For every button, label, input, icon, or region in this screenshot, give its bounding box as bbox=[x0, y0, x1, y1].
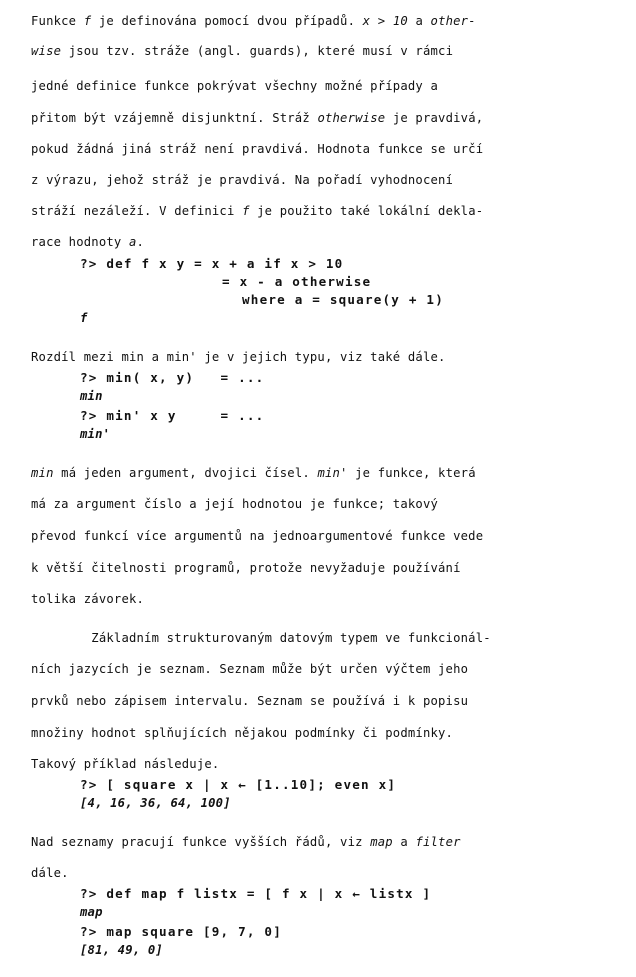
text-segment: Základním strukturovaným datovým typem ve funkcionál- bbox=[31, 631, 491, 645]
text-segment: a bbox=[407, 14, 431, 28]
text-segment: množiny hodnot splňujících nějakou podmínky či podmínky. bbox=[31, 726, 454, 740]
text-segment: má za argument číslo a její hodnotou je funkce; takový bbox=[31, 497, 439, 511]
italic-term: min' bbox=[317, 466, 348, 480]
italic-term: other- bbox=[430, 14, 476, 28]
text-segment: má jeden argument, dvojici čísel. bbox=[53, 466, 318, 480]
text-segment: prvků nebo zápisem intervalu. Seznam se používá i k popisu bbox=[31, 694, 469, 708]
text-segment: k větší čitelnosti programů, protože nevyžaduje používání bbox=[31, 561, 461, 575]
text-line bbox=[31, 592, 144, 606]
text-line bbox=[31, 726, 453, 740]
text-line bbox=[31, 662, 468, 676]
text-segment: ních jazycích je seznam. Seznam může být určen výčtem jeho bbox=[31, 662, 469, 676]
text-segment: je pravdivá, bbox=[385, 111, 484, 125]
code-line: ?> map square [9, 7, 0] bbox=[80, 924, 282, 939]
code-line: ?> min' x y = ... bbox=[80, 408, 265, 423]
code-output: [81, 49, 0] bbox=[80, 943, 163, 957]
code-output: [4, 16, 36, 64, 100] bbox=[80, 796, 231, 810]
code-output: min bbox=[80, 389, 103, 403]
text-line bbox=[31, 466, 476, 480]
code-line: ?> def f x y = x + a if x > 10 bbox=[80, 256, 344, 271]
text-segment: přitom být vzájemně disjunktní. Stráž bbox=[31, 111, 318, 125]
text-segment: převod funkcí více argumentů na jednoargumentové funkce vede bbox=[31, 529, 484, 543]
code-line: ?> min( x, y) = ... bbox=[80, 370, 265, 385]
text-line bbox=[31, 142, 483, 156]
text-segment: je definována pomocí dvou případů. bbox=[91, 14, 363, 28]
text-segment: dále. bbox=[31, 866, 69, 880]
text-line bbox=[31, 173, 453, 187]
text-line bbox=[31, 497, 438, 511]
text-segment: Funkce bbox=[31, 14, 84, 28]
italic-term: filter bbox=[415, 835, 461, 849]
text-line bbox=[31, 14, 476, 28]
text-line bbox=[31, 235, 144, 249]
text-line bbox=[31, 866, 69, 880]
text-segment: Takový příklad následuje. bbox=[31, 757, 220, 771]
code-line: ?> def map f listx = [ f x | x ← listx ] bbox=[80, 886, 432, 901]
text-segment: jsou tzv. stráže (angl. guards), které musí v rámci bbox=[61, 44, 454, 58]
text-line bbox=[31, 757, 219, 771]
text-line bbox=[31, 44, 453, 58]
text-segment: a bbox=[392, 835, 416, 849]
code-line: = x - a otherwise bbox=[222, 274, 372, 289]
italic-term: min bbox=[31, 466, 54, 480]
text-segment: pokud žádná jiná stráž není pravdivá. Hodnota funkce se určí bbox=[31, 142, 484, 156]
italic-term: x > 10 bbox=[362, 14, 408, 28]
text-segment: stráží nezáleží. V definici bbox=[31, 204, 243, 218]
italic-term: f bbox=[242, 204, 250, 218]
text-line bbox=[31, 111, 483, 125]
text-line bbox=[31, 204, 483, 218]
italic-term: map bbox=[370, 835, 393, 849]
text-segment: Rozdíl mezi min a min' je v jejich typu, viz také dále. bbox=[31, 350, 446, 364]
text-line bbox=[31, 835, 461, 849]
text-segment: z výrazu, jehož stráž je pravdivá. Na pořadí vyhodnocení bbox=[31, 173, 454, 187]
italic-term: otherwise bbox=[317, 111, 386, 125]
italic-term: a bbox=[129, 235, 137, 249]
code-line: ?> [ square x | x ← [1..10]; even x] bbox=[80, 777, 397, 792]
text-line bbox=[31, 694, 468, 708]
text-segment: . bbox=[136, 235, 145, 249]
text-segment: je funkce, která bbox=[347, 466, 476, 480]
text-line bbox=[31, 561, 461, 575]
code-output: f bbox=[80, 311, 88, 325]
text-line bbox=[31, 79, 438, 93]
text-segment: je použito také lokální dekla- bbox=[249, 204, 484, 218]
text-line bbox=[31, 350, 446, 364]
italic-term: f bbox=[83, 14, 92, 28]
text-line bbox=[31, 529, 483, 543]
text-segment: race hodnoty bbox=[31, 235, 129, 249]
code-output: min' bbox=[80, 427, 111, 441]
text-segment: jedné definice funkce pokrývat všechny možné případy a bbox=[31, 79, 439, 93]
code-line: where a = square(y + 1) bbox=[242, 292, 444, 307]
text-segment: tolika závorek. bbox=[31, 592, 145, 606]
text-segment: Nad seznamy pracují funkce vyšších řádů, viz bbox=[31, 835, 371, 849]
text-line bbox=[31, 631, 491, 645]
code-output: map bbox=[80, 905, 103, 919]
italic-term: wise bbox=[31, 44, 62, 58]
